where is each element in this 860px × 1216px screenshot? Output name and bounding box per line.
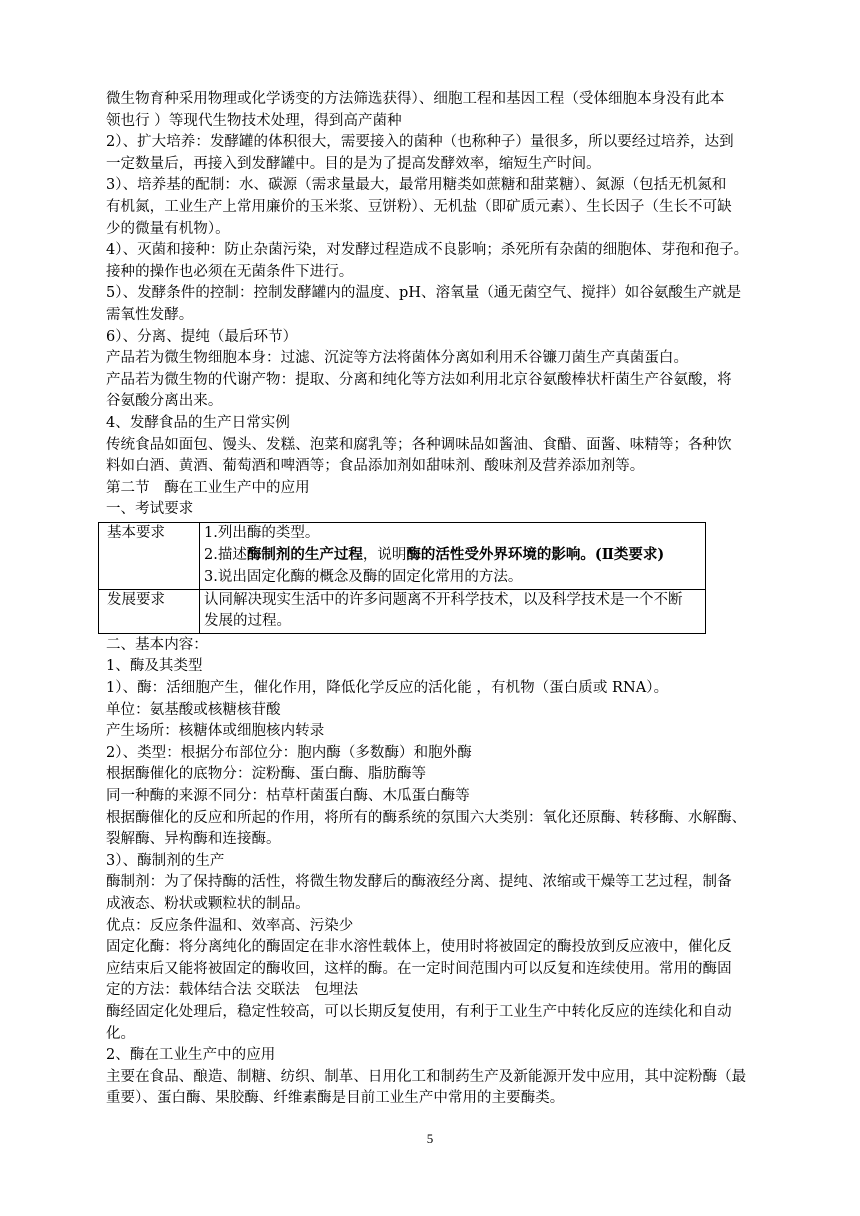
text-line: 成液态、粉状或颗粒状的制品。	[106, 895, 310, 912]
text-block-top	[106, 89, 756, 521]
text-line: 产生场所：核糖体或细胞核内转录	[106, 723, 325, 740]
subsection-heading: 一、考试要求	[106, 501, 194, 518]
requirements-table	[98, 522, 706, 634]
text-line: 产品若为微生物细胞本身：过滤、沉淀等方法将菌体分离如利用禾谷镰刀菌生产真菌蛋白。	[106, 350, 688, 367]
text-line: 料如白酒、黄酒、葡萄酒和啤酒等；食品添加剂如甜味剂、酸味剂及营养添加剂等。	[106, 458, 645, 475]
text-line: 1、酶及其类型	[106, 658, 203, 675]
text-line: 定的方法：载体结合法 交联法 包埋法	[106, 982, 359, 999]
text-line: 酶制剂：为了保持酶的活性，将微生物发酵后的酶液经分离、提纯、浓缩或干燥等工艺过程，制备	[106, 874, 732, 891]
text-line: 裂解酶、异构酶和连接酶。	[106, 831, 281, 848]
text-line: 谷氨酸分离出来。	[106, 393, 223, 410]
text-line: 4）、灭菌和接种：防止杂菌污染，对发酵过程造成不良影响；杀死所有杂菌的细胞体、芽孢和孢子。	[106, 242, 749, 259]
text-line: 产品若为微生物的代谢产物：提取、分离和纯化等方法如利用北京谷氨酸棒状杆菌生产谷氨酸，将	[106, 371, 732, 388]
text-line: 有机氮，工业生产上常用廉价的玉米浆、豆饼粉）、无机盐（即矿质元素）、生长因子（生长不可缺	[106, 198, 732, 215]
text-line: 根据酶催化的底物分：淀粉酶、蛋白酶、脂肪酶等	[106, 766, 427, 783]
text-line: 重要）、蛋白酶、果胶酶、纤维素酶是目前工业生产中常用的主要酶类。	[106, 1090, 565, 1107]
text-line: 传统食品如面包、馒头、发糕、泡菜和腐乳等；各种调味品如酱油、食醋、面酱、味精等；各种饮	[106, 436, 732, 453]
requirement-emphasis: 酶的活性受外界环境的影响。(Ⅱ类要求)	[406, 546, 665, 564]
text-line: 接种的操作也必须在无菌条件下进行。	[106, 263, 354, 280]
requirement-item: 1.列出酶的类型。	[204, 524, 320, 541]
requirement-text: ，说明	[362, 547, 407, 564]
text-line: 3）、培养基的配制：水、碳源（需求量最大，最常用糖类如蔗糖和甜菜糖）、氮源（包括无机氮和	[106, 177, 727, 194]
document-body	[106, 89, 756, 1110]
table-row	[99, 522, 706, 589]
text-line: 5）、发酵条件的控制：控制发酵罐内的温度、pH、溶氧量（通无菌空气、搅拌）如谷氨酸生产就是	[106, 285, 742, 302]
development-requirements-content	[200, 589, 706, 633]
text-line: 酶经固定化处理后，稳定性较高，可以长期反复使用，有利于工业生产中转化反应的连续化和自动	[106, 1003, 732, 1020]
requirement-item: 3.说出固定化酶的概念及酶的固定化常用的方法。	[204, 569, 523, 586]
requirement-text: 发展的过程。	[204, 613, 291, 630]
text-line: 少的微量有机物）。	[106, 220, 230, 237]
text-line: 2）、类型：根据分布部位分：胞内酶（多数酶）和胞外酶	[106, 744, 472, 761]
text-line: 微生物育种采用物理或化学诱变的方法筛选获得）、细胞工程和基因工程（受体细胞本身没有此本	[106, 91, 725, 107]
page-number: 5	[426, 1131, 434, 1146]
development-requirements-label: 发展要求	[99, 589, 200, 633]
text-block-bottom	[106, 635, 756, 1110]
text-line: 一定数量后，再接入到发酵罐中。目的是为了提高发酵效率，缩短生产时间。	[106, 155, 601, 172]
text-line: 主要在食品、酿造、制糖、纺织、制革、日用化工和制药生产及新能源开发中应用，其中淀粉酶（最	[106, 1068, 747, 1085]
text-line: 1）、酶：活细胞产生，催化作用，降低化学反应的活化能 ，有机物（蛋白质或 RNA）。	[106, 680, 669, 697]
requirement-item	[204, 544, 701, 567]
text-line: 同一种酶的来源不同分：枯草杆菌蛋白酶、木瓜蛋白酶等	[106, 788, 470, 804]
basic-requirements-content	[200, 522, 706, 589]
text-line: 4、发酵食品的生产日常实例	[106, 414, 290, 431]
text-line: 二、基本内容：	[106, 636, 208, 653]
text-line: 优点：反应条件温和、效率高、污染少	[106, 917, 354, 934]
text-line: 需氧性发酵。	[106, 306, 194, 323]
text-line: 化。	[106, 1025, 136, 1042]
requirement-emphasis: 酶制剂的生产过程	[246, 546, 363, 564]
text-line: 固定化酶：将分离纯化的酶固定在非水溶性载体上，使用时将被固定的酶投放到反应液中，催化反	[106, 939, 732, 956]
text-line: 领也行 ）等现代生物技术处理，得到高产菌种	[106, 112, 402, 129]
requirement-text: 2.描述	[204, 547, 247, 564]
basic-requirements-label: 基本要求	[99, 522, 200, 589]
table-row	[99, 589, 706, 633]
section-heading: 第二节 酶在工业生产中的应用	[106, 479, 310, 496]
text-line: 应结束后又能将被固定的酶收回，这样的酶。在一定时间范围内可以反复和连续使用。常用的酶固	[106, 960, 732, 977]
text-line: 2）、扩大培养：发酵罐的体积很大，需要接入的菌种（也称种子）量很多，所以要经过培养，达到	[106, 134, 734, 151]
requirement-text: 认同解决现实生活中的许多问题离不开科学技术，以及科学技术是一个不断	[204, 591, 683, 608]
text-line: 6）、分离、提纯（最后环节）	[106, 328, 298, 345]
text-line: 单位：氨基酸或核糖核苷酸	[106, 701, 281, 718]
text-line: 2、酶在工业生产中的应用	[106, 1047, 276, 1064]
text-line: 3）、酶制剂的生产	[106, 852, 225, 869]
text-line: 根据酶催化的反应和所起的作用，将所有的酶系统的氛围六大类别：氧化还原酶、转移酶、水解酶、	[106, 809, 747, 826]
